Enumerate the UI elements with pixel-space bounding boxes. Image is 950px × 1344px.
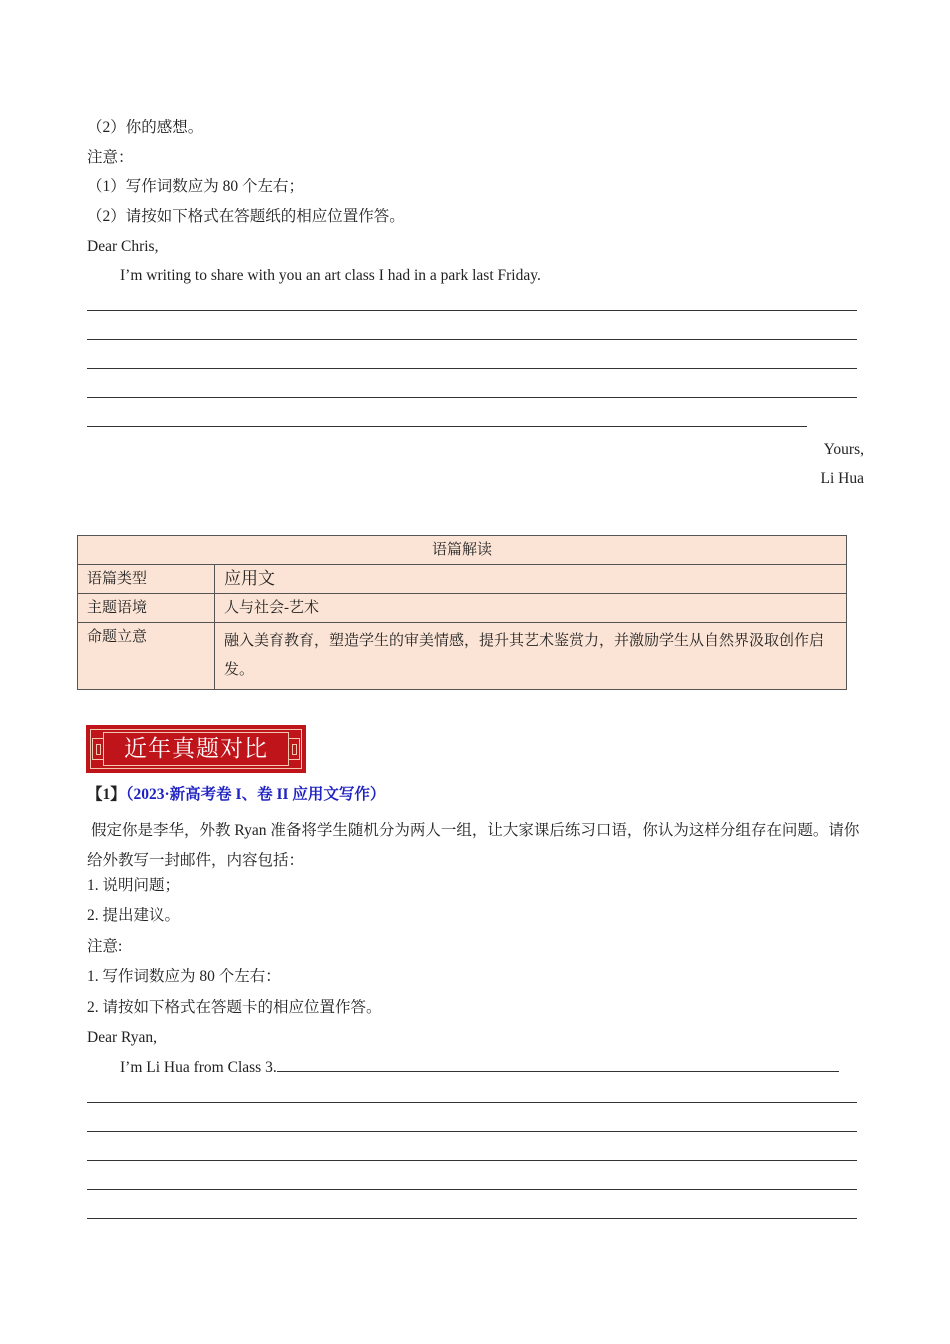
banner-title: 近年真题对比	[124, 736, 268, 762]
note-2: （2）请按如下格式在答题纸的相应位置作答。	[87, 208, 405, 225]
question-note-1: 1. 写作词数应为 80 个左右：	[87, 968, 281, 985]
row-value-context: 人与社会-艺术	[215, 594, 847, 623]
letter-salutation: Dear Chris,	[87, 238, 159, 255]
question-note-label: 注意:	[87, 938, 123, 955]
question-note-2: 2. 请按如下格式在答题卡的相应位置作答。	[87, 999, 382, 1016]
prompt-item-2: （2）你的感想。	[87, 119, 204, 136]
question-item-1: 1. 说明问题；	[87, 877, 181, 894]
answer-line[interactable]	[87, 1189, 857, 1190]
letter-signature: Li Hua	[820, 470, 864, 487]
row-label-intent: 命题立意	[78, 623, 215, 690]
answer-line[interactable]	[87, 310, 857, 311]
answer-line[interactable]	[87, 397, 857, 398]
question-intro: 假定你是李华，外教 Ryan 准备将学生随机分为两人一组，让大家课后练习口语，你认为这样分组存在问题。请你给外教写一封邮件，内容包括：	[87, 822, 860, 869]
answer-line[interactable]	[87, 426, 807, 427]
question-opening-line	[120, 1057, 839, 1078]
letter-closing: Yours,	[823, 441, 864, 458]
question-opening: I’m Li Hua from Class 3.	[120, 1059, 277, 1076]
row-label-context: 主题语境	[78, 594, 215, 623]
section-banner	[86, 725, 306, 773]
question-item-2: 2. 提出建议。	[87, 907, 181, 924]
table-header: 语篇解读	[78, 536, 847, 565]
row-value-intent: 融入美育教育，塑造学生的审美情感，提升其艺术鉴赏力，并激励学生从自然界汲取创作启发。	[215, 623, 847, 690]
answer-blank[interactable]	[277, 1057, 839, 1072]
answer-line[interactable]	[87, 1131, 857, 1132]
note-1: （1）写作词数应为 80 个左右；	[87, 178, 305, 195]
row-label-type: 语篇类型	[78, 565, 215, 594]
letter-opening: I’m writing to share with you an art class I had in a park last Friday.	[120, 267, 541, 284]
row-value-type: 应用文	[215, 565, 847, 594]
answer-line[interactable]	[87, 1102, 857, 1103]
question-heading	[87, 785, 385, 805]
question-source: （2023·新高考卷 I、卷 II 应用文写作）	[125, 786, 386, 803]
interpretation-table	[77, 535, 847, 690]
question-salutation: Dear Ryan,	[87, 1029, 157, 1046]
answer-line[interactable]	[87, 368, 857, 369]
answer-line[interactable]	[87, 1160, 857, 1161]
answer-line[interactable]	[87, 339, 857, 340]
note-label: 注意：	[87, 149, 134, 166]
answer-line[interactable]	[87, 1218, 857, 1219]
question-number: 【1】	[87, 786, 126, 803]
